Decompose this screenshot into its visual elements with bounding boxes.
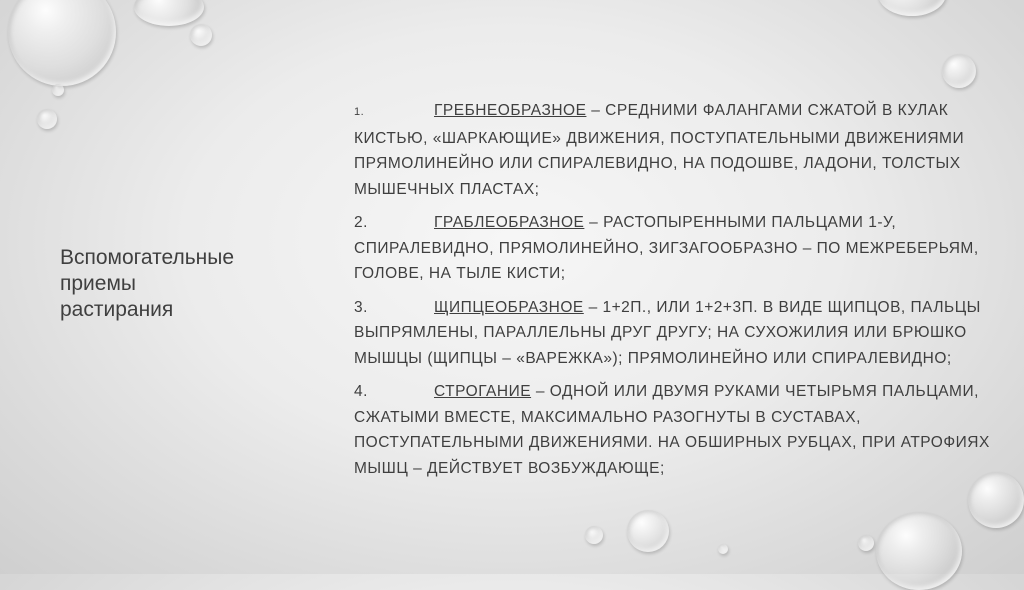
item-number: 3. xyxy=(354,298,368,316)
item-description: – РАСТОПЫРЕННЫМИ ПАЛЬЦАМИ 1-У, СПИРАЛЕВИДНО, ПРЯМОЛИНЕЙНО, ЗИГЗАГООБРАЗНО – ПО МЕЖРЕБЕРЬЯМ, ГОЛОВЕ, НА ТЫЛЕ КИСТИ; xyxy=(354,214,979,282)
water-drop-decoration xyxy=(942,54,976,88)
water-drop-decoration xyxy=(37,109,57,129)
item-term: ГРАБЛЕОБРАЗНОЕ xyxy=(434,214,585,231)
item-description: – СРЕДНИМИ ФАЛАНГАМИ СЖАТОЙ В КУЛАК КИСТЬЮ, «ШАРКАЮЩИЕ» ДВИЖЕНИЯ, ПОСТУПАТЕЛЬНЫМИ ДВИЖЕНИЯМИ ПРЯМОЛИНЕЙНО ИЛИ СПИРАЛЕВИДНО, НА ПОДОШВЕ, ЛАДОНИ, ТОЛСТЫХ МЫШЕЧНЫХ ПЛАСТАХ; xyxy=(354,102,965,198)
list-item xyxy=(354,379,1004,481)
item-description: – ОДНОЙ ИЛИ ДВУМЯ РУКАМИ ЧЕТЫРЬМЯ ПАЛЬЦАМИ, СЖАТЫМИ ВМЕСТЕ, МАКСИМАЛЬНО РАЗОГНУТЫ В СУСТАВАХ, ПОСТУПАТЕЛЬНЫМИ ДВИЖЕНИЯМИ. НА ОБШИРНЫХ РУБЦАХ, ПРИ АТРОФИЯХ МЫШЦ – ДЕЙСТВУЕТ ВОЗБУЖДАЮЩЕ; xyxy=(354,383,990,477)
slide-title xyxy=(60,245,320,323)
item-term: ГРЕБНЕОБРАЗНОЕ xyxy=(434,102,587,119)
water-drop-decoration xyxy=(627,510,669,552)
water-drop-decoration xyxy=(858,535,874,551)
water-drop-decoration xyxy=(52,84,64,96)
water-drop-decoration xyxy=(718,544,728,554)
water-drop-decoration xyxy=(585,526,603,544)
list-item xyxy=(354,295,1004,372)
technique-list xyxy=(354,98,1004,489)
slide-title-line: Вспомогательные xyxy=(60,246,235,269)
item-number: 2. xyxy=(354,214,368,231)
item-term: СТРОГАНИЕ xyxy=(434,383,532,400)
water-drop-decoration xyxy=(878,0,946,16)
water-drop-decoration xyxy=(190,24,212,46)
item-term: ЩИПЦЕОБРАЗНОЕ xyxy=(434,298,584,316)
water-drop-decoration xyxy=(876,512,962,590)
water-drop-decoration xyxy=(8,0,116,86)
item-description: – 1+2П., ИЛИ 1+2+3П. В ВИДЕ ЩИПЦОВ, ПАЛЬЦЫ ВЫПРЯМЛЕНЫ, ПАРАЛЛЕЛЬНЫ ДРУГ ДРУГУ; НА СУХОЖИЛИЯ ИЛИ БРЮШКО МЫШЦЫ (ЩИПЦЫ – «ВАРЕЖКА»); ПРЯМОЛИНЕЙНО ИЛИ СПИРАЛЕВИДНО; xyxy=(354,298,981,367)
item-number: 1. xyxy=(354,106,365,118)
water-drop-decoration xyxy=(134,0,204,26)
slide-title-line: приемы xyxy=(60,272,136,295)
item-number: 4. xyxy=(354,383,368,400)
slide-title-line: растирания xyxy=(60,298,174,321)
list-item xyxy=(354,98,1004,202)
list-item xyxy=(354,210,1004,287)
